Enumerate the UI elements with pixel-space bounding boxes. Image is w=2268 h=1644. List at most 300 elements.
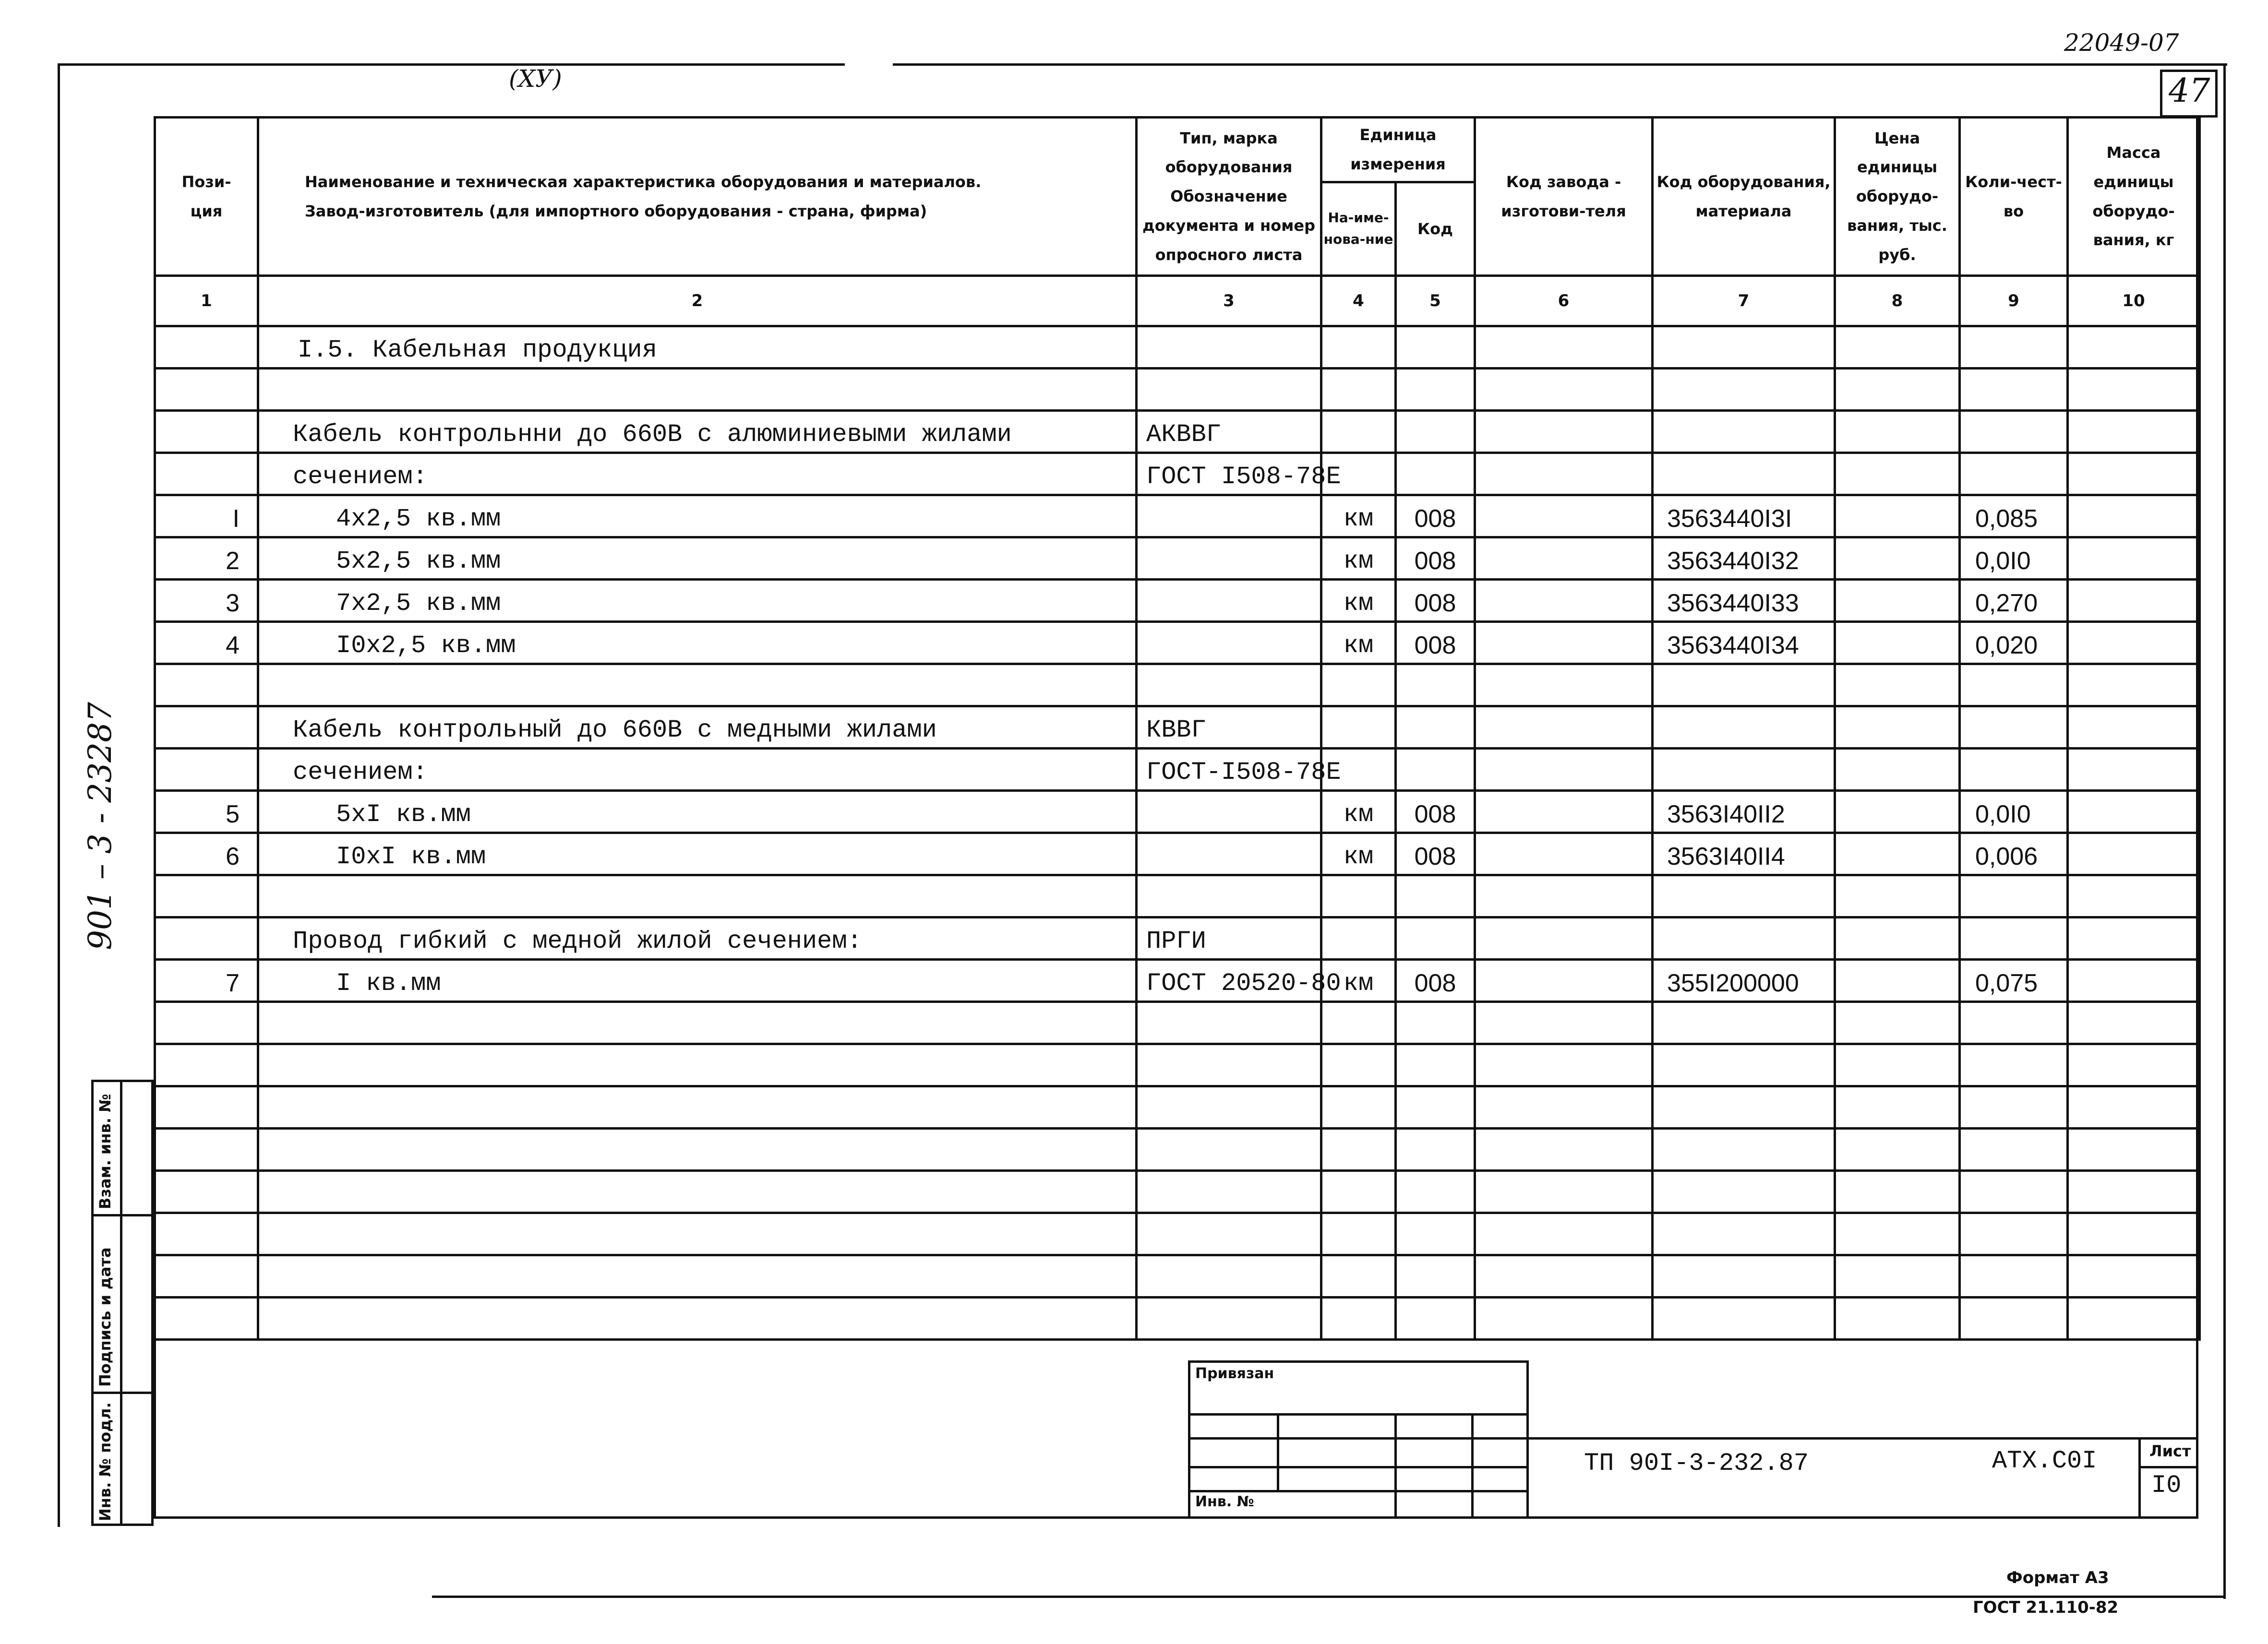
sheet-number-top: 47	[2169, 72, 2210, 110]
price-cell	[1835, 453, 1960, 495]
unit-code-cell	[1396, 917, 1475, 960]
name-cell	[258, 1255, 1137, 1298]
maker-code-cell	[1475, 1044, 1653, 1086]
quantity-cell: 0,075	[1960, 960, 2068, 1002]
price-cell	[1835, 917, 1960, 960]
maker-code-cell	[1475, 960, 1653, 1002]
name-cell	[258, 1044, 1137, 1086]
quantity-cell: 0,006	[1960, 833, 2068, 875]
material-code-cell	[1653, 1129, 1835, 1171]
name-cell: сечением:	[258, 749, 1137, 791]
table-row	[155, 960, 2200, 1002]
table-row	[155, 875, 2200, 917]
unit-name-cell	[1321, 706, 1396, 749]
material-code-cell	[1653, 1255, 1835, 1298]
format-label: Формат А3	[2006, 1568, 2109, 1587]
name-cell	[258, 1002, 1137, 1044]
col-header-unit-group: Единица измерения	[1321, 118, 1475, 182]
attached-col-line	[1394, 1413, 1397, 1519]
name-cell: 5х2,5 кв.мм	[258, 537, 1137, 580]
price-cell	[1835, 1129, 1960, 1171]
material-code-cell	[1653, 706, 1835, 749]
maker-code-cell	[1475, 1255, 1653, 1298]
position-cell	[155, 664, 258, 706]
unit-code-cell	[1396, 1171, 1475, 1213]
material-code-cell	[1653, 1044, 1835, 1086]
doc-code: ТП 90I-3-232.87	[1584, 1449, 1809, 1477]
unit-code-cell: 008	[1396, 960, 1475, 1002]
type-cell	[1137, 326, 1321, 369]
material-code-cell	[1653, 453, 1835, 495]
type-cell	[1137, 833, 1321, 875]
left-strip-divider	[120, 1080, 122, 1526]
inv-podl-label: Инв. № подл.	[96, 1402, 114, 1521]
mass-cell	[2068, 622, 2200, 664]
price-cell	[1835, 1171, 1960, 1213]
name-cell: Кабель контрольный до 660В с медными жилами	[258, 706, 1137, 749]
type-cell	[1137, 622, 1321, 664]
frame-left-line	[58, 63, 60, 1527]
gost-bottom: ГОСТ 21.110-82	[1973, 1598, 2119, 1617]
material-code-cell: 3563440I33	[1653, 580, 1835, 622]
unit-code-cell	[1396, 706, 1475, 749]
quantity-cell	[1960, 1086, 2068, 1129]
maker-code-cell	[1475, 1171, 1653, 1213]
type-cell	[1137, 1171, 1321, 1213]
inv-no-label: Инв. №	[1195, 1493, 1254, 1510]
position-cell	[155, 411, 258, 453]
type-cell	[1137, 580, 1321, 622]
vzam-inv-label: Взам. инв. №	[96, 1094, 114, 1209]
table-row	[155, 411, 2200, 453]
unit-name-cell	[1321, 1171, 1396, 1213]
position-cell	[155, 706, 258, 749]
bottom-frame-left	[154, 1339, 156, 1519]
unit-code-cell: 008	[1396, 791, 1475, 833]
table-row	[155, 664, 2200, 706]
quantity-cell	[1960, 1255, 2068, 1298]
attached-row-line	[1188, 1413, 1529, 1416]
corner-number: 22049-07	[2064, 29, 2179, 57]
position-cell: 5	[155, 791, 258, 833]
mass-cell	[2068, 749, 2200, 791]
mass-cell	[2068, 1086, 2200, 1129]
maker-code-cell	[1475, 875, 1653, 917]
col-number: 1	[155, 276, 258, 326]
position-cell	[155, 326, 258, 369]
unit-code-cell	[1396, 326, 1475, 369]
col-number: 8	[1835, 276, 1960, 326]
material-code-cell	[1653, 1213, 1835, 1255]
unit-name-cell	[1321, 369, 1396, 411]
position-cell: 3	[155, 580, 258, 622]
type-cell	[1137, 495, 1321, 537]
unit-code-cell: 008	[1396, 580, 1475, 622]
name-cell	[258, 1298, 1137, 1340]
specification-body	[155, 326, 2200, 1340]
type-cell	[1137, 1255, 1321, 1298]
price-cell	[1835, 833, 1960, 875]
col-header-type: Тип, марка оборудования Обозначение документа и номер опросного листа	[1137, 118, 1321, 276]
quantity-cell	[1960, 1044, 2068, 1086]
quantity-cell	[1960, 1129, 2068, 1171]
price-cell	[1835, 537, 1960, 580]
position-cell	[155, 453, 258, 495]
frame-top-line-right	[893, 63, 2227, 66]
unit-code-cell	[1396, 1129, 1475, 1171]
table-row	[155, 706, 2200, 749]
unit-name-cell: км	[1321, 791, 1396, 833]
type-cell	[1137, 1129, 1321, 1171]
name-cell	[258, 1086, 1137, 1129]
sheet-box-divider	[2138, 1466, 2198, 1468]
mass-cell	[2068, 917, 2200, 960]
mass-cell	[2068, 791, 2200, 833]
name-cell	[258, 369, 1137, 411]
price-cell	[1835, 960, 1960, 1002]
mass-cell	[2068, 1255, 2200, 1298]
doc-stamp-top	[1529, 1437, 2198, 1440]
table-row	[155, 369, 2200, 411]
price-cell	[1835, 664, 1960, 706]
sheet-value: I0	[2151, 1471, 2182, 1500]
table-row	[155, 622, 2200, 664]
type-cell: АКВВГ	[1137, 411, 1321, 453]
col-header-name-line2: Завод-изготовитель (для импортного оборудования - страна, фирма)	[305, 202, 927, 220]
position-cell: I	[155, 495, 258, 537]
name-cell: Провод гибкий с медной жилой сечением:	[258, 917, 1137, 960]
position-cell	[155, 369, 258, 411]
unit-name-cell: км	[1321, 833, 1396, 875]
material-code-cell	[1653, 326, 1835, 369]
maker-code-cell	[1475, 664, 1653, 706]
price-cell	[1835, 580, 1960, 622]
unit-name-cell	[1321, 411, 1396, 453]
type-cell	[1137, 1298, 1321, 1340]
name-cell: 5хI кв.мм	[258, 791, 1137, 833]
col-header-maker-code: Код завода - изготови-теля	[1475, 118, 1653, 276]
col-header-unit-name: На-име-нова-ние	[1321, 182, 1396, 276]
mass-cell	[2068, 833, 2200, 875]
table-row	[155, 833, 2200, 875]
price-cell	[1835, 791, 1960, 833]
name-cell: сечением:	[258, 453, 1137, 495]
price-cell	[1835, 1086, 1960, 1129]
position-cell	[155, 1044, 258, 1086]
maker-code-cell	[1475, 453, 1653, 495]
unit-name-cell	[1321, 326, 1396, 369]
table-row	[155, 1213, 2200, 1255]
unit-name-cell	[1321, 1002, 1396, 1044]
unit-code-cell: 008	[1396, 622, 1475, 664]
mass-cell	[2068, 453, 2200, 495]
col-number: 4	[1321, 276, 1396, 326]
table-row	[155, 791, 2200, 833]
table-row	[155, 917, 2200, 960]
mass-cell	[2068, 875, 2200, 917]
col-number: 7	[1653, 276, 1835, 326]
table-row	[155, 1044, 2200, 1086]
unit-name-cell	[1321, 1213, 1396, 1255]
quantity-cell	[1960, 1213, 2068, 1255]
table-row	[155, 326, 2200, 369]
price-cell	[1835, 495, 1960, 537]
material-code-cell	[1653, 1002, 1835, 1044]
unit-name-cell	[1321, 1086, 1396, 1129]
table-row	[155, 495, 2200, 537]
sheet-label: Лист	[2149, 1442, 2191, 1460]
material-code-cell	[1653, 664, 1835, 706]
type-cell: ПРГИ	[1137, 917, 1321, 960]
sign-date-label: Подпись и дата	[96, 1247, 114, 1387]
table-row	[155, 1255, 2200, 1298]
unit-name-cell	[1321, 664, 1396, 706]
quantity-cell: 0,020	[1960, 622, 2068, 664]
col-header-price: Цена единицы оборудо-вания, тыс. руб.	[1835, 118, 1960, 276]
type-cell	[1137, 1002, 1321, 1044]
mass-cell	[2068, 1298, 2200, 1340]
frame-top-line-left	[58, 63, 845, 66]
col-header-unit-code: Код	[1396, 182, 1475, 276]
type-cell	[1137, 537, 1321, 580]
unit-name-cell: км	[1321, 960, 1396, 1002]
quantity-cell	[1960, 664, 2068, 706]
position-cell	[155, 1129, 258, 1171]
attached-label: Привязан	[1195, 1365, 1274, 1382]
quantity-cell	[1960, 875, 2068, 917]
type-cell	[1137, 875, 1321, 917]
material-code-cell: 3563440I32	[1653, 537, 1835, 580]
material-code-cell: 3563I40II2	[1653, 791, 1835, 833]
quantity-cell	[1960, 326, 2068, 369]
price-cell	[1835, 1298, 1960, 1340]
type-cell	[1137, 1044, 1321, 1086]
mass-cell	[2068, 1171, 2200, 1213]
price-cell	[1835, 411, 1960, 453]
unit-name-cell: км	[1321, 537, 1396, 580]
quantity-cell	[1960, 706, 2068, 749]
unit-code-cell	[1396, 749, 1475, 791]
mass-cell	[2068, 537, 2200, 580]
maker-code-cell	[1475, 495, 1653, 537]
maker-code-cell	[1475, 791, 1653, 833]
mass-cell	[2068, 326, 2200, 369]
doc-mark: АТХ.С0I	[1992, 1447, 2097, 1475]
code-mark: (ХУ)	[509, 65, 562, 93]
col-header-material-code: Код оборудования, материала	[1653, 118, 1835, 276]
mass-cell	[2068, 1129, 2200, 1171]
unit-code-cell	[1396, 1255, 1475, 1298]
material-code-cell	[1653, 1171, 1835, 1213]
name-cell: I кв.мм	[258, 960, 1137, 1002]
mass-cell	[2068, 706, 2200, 749]
maker-code-cell	[1475, 580, 1653, 622]
name-cell	[258, 1171, 1137, 1213]
position-cell: 6	[155, 833, 258, 875]
mass-cell	[2068, 495, 2200, 537]
material-code-cell	[1653, 1086, 1835, 1129]
unit-name-cell	[1321, 917, 1396, 960]
col-number: 10	[2068, 276, 2200, 326]
unit-name-cell: км	[1321, 580, 1396, 622]
position-cell: 7	[155, 960, 258, 1002]
left-strip-divider	[91, 1392, 154, 1394]
attached-row-line	[1188, 1466, 1529, 1468]
name-cell: I0х2,5 кв.мм	[258, 622, 1137, 664]
unit-name-cell	[1321, 1298, 1396, 1340]
name-cell	[258, 664, 1137, 706]
quantity-cell	[1960, 1171, 2068, 1213]
col-number: 5	[1396, 276, 1475, 326]
unit-name-cell	[1321, 875, 1396, 917]
unit-code-cell	[1396, 1298, 1475, 1340]
maker-code-cell	[1475, 1298, 1653, 1340]
type-cell	[1137, 369, 1321, 411]
maker-code-cell	[1475, 917, 1653, 960]
table-row	[155, 453, 2200, 495]
quantity-cell	[1960, 1002, 2068, 1044]
quantity-cell: 0,0I0	[1960, 537, 2068, 580]
attached-row-line	[1188, 1437, 1529, 1440]
name-cell	[258, 1213, 1137, 1255]
maker-code-cell	[1475, 833, 1653, 875]
table-row	[155, 1002, 2200, 1044]
col-header-mass: Масса единицы оборудо-вания, кг	[2068, 118, 2200, 276]
quantity-cell	[1960, 411, 2068, 453]
unit-name-cell	[1321, 1255, 1396, 1298]
position-cell	[155, 1086, 258, 1129]
frame-right-line	[2223, 63, 2226, 1599]
price-cell	[1835, 749, 1960, 791]
left-strip-divider	[91, 1214, 154, 1216]
unit-code-cell	[1396, 369, 1475, 411]
position-cell	[155, 749, 258, 791]
quantity-cell: 0,085	[1960, 495, 2068, 537]
col-number: 6	[1475, 276, 1653, 326]
mass-cell	[2068, 960, 2200, 1002]
mass-cell	[2068, 411, 2200, 453]
position-cell	[155, 917, 258, 960]
position-cell	[155, 1213, 258, 1255]
table-row	[155, 1298, 2200, 1340]
position-cell	[155, 875, 258, 917]
table-row	[155, 749, 2200, 791]
unit-code-cell	[1396, 1044, 1475, 1086]
maker-code-cell	[1475, 326, 1653, 369]
quantity-cell	[1960, 917, 2068, 960]
mass-cell	[2068, 1213, 2200, 1255]
material-code-cell	[1653, 875, 1835, 917]
table-row	[155, 1086, 2200, 1129]
type-cell: КВВГ	[1137, 706, 1321, 749]
quantity-cell	[1960, 1298, 2068, 1340]
col-header-name	[258, 118, 1137, 276]
unit-code-cell	[1396, 664, 1475, 706]
quantity-cell: 0,0I0	[1960, 791, 2068, 833]
position-cell	[155, 1255, 258, 1298]
type-cell: ГОСТ 20520-80	[1137, 960, 1321, 1002]
maker-code-cell	[1475, 622, 1653, 664]
quantity-cell	[1960, 369, 2068, 411]
bottom-frame-line	[154, 1516, 2198, 1519]
col-header-position: Пози- ция	[155, 118, 258, 276]
name-cell: 7х2,5 кв.мм	[258, 580, 1137, 622]
unit-code-cell	[1396, 1002, 1475, 1044]
price-cell	[1835, 706, 1960, 749]
maker-code-cell	[1475, 1002, 1653, 1044]
type-cell	[1137, 791, 1321, 833]
col-number: 2	[258, 276, 1137, 326]
name-cell	[258, 875, 1137, 917]
price-cell	[1835, 1002, 1960, 1044]
bottom-frame-right	[2196, 116, 2198, 1519]
name-cell: I0хI кв.мм	[258, 833, 1137, 875]
unit-name-cell	[1321, 1129, 1396, 1171]
name-cell	[258, 1129, 1137, 1171]
material-code-cell: 3563440I3I	[1653, 495, 1835, 537]
col-number: 3	[1137, 276, 1321, 326]
material-code-cell	[1653, 917, 1835, 960]
maker-code-cell	[1475, 411, 1653, 453]
attached-row-line	[1188, 1490, 1529, 1492]
material-code-cell	[1653, 749, 1835, 791]
type-cell	[1137, 664, 1321, 706]
unit-code-cell	[1396, 453, 1475, 495]
material-code-cell: 3563440I34	[1653, 622, 1835, 664]
mass-cell	[2068, 1002, 2200, 1044]
position-cell	[155, 1298, 258, 1340]
table-row	[155, 537, 2200, 580]
maker-code-cell	[1475, 1213, 1653, 1255]
price-cell	[1835, 1213, 1960, 1255]
mass-cell	[2068, 1044, 2200, 1086]
mass-cell	[2068, 580, 2200, 622]
specification-table	[154, 116, 2201, 1341]
mass-cell	[2068, 369, 2200, 411]
unit-code-cell	[1396, 875, 1475, 917]
unit-code-cell	[1396, 1086, 1475, 1129]
table-row	[155, 1171, 2200, 1213]
maker-code-cell	[1475, 749, 1653, 791]
type-cell	[1137, 1086, 1321, 1129]
material-code-cell	[1653, 369, 1835, 411]
price-cell	[1835, 369, 1960, 411]
name-cell: 4х2,5 кв.мм	[258, 495, 1137, 537]
maker-code-cell	[1475, 706, 1653, 749]
table-row	[155, 1129, 2200, 1171]
col-header-name-line1: Наименование и техническая характеристика оборудования и материалов.	[305, 172, 982, 191]
position-cell: 2	[155, 537, 258, 580]
unit-name-cell	[1321, 1044, 1396, 1086]
unit-code-cell	[1396, 1213, 1475, 1255]
material-code-cell	[1653, 411, 1835, 453]
material-code-cell: 3563I40II4	[1653, 833, 1835, 875]
type-cell	[1137, 1213, 1321, 1255]
unit-name-cell: км	[1321, 495, 1396, 537]
price-cell	[1835, 875, 1960, 917]
col-number: 9	[1960, 276, 2068, 326]
attached-col-line	[1277, 1413, 1279, 1492]
maker-code-cell	[1475, 369, 1653, 411]
price-cell	[1835, 622, 1960, 664]
quantity-cell	[1960, 453, 2068, 495]
unit-code-cell: 008	[1396, 833, 1475, 875]
price-cell	[1835, 1044, 1960, 1086]
position-cell	[155, 1002, 258, 1044]
price-cell	[1835, 326, 1960, 369]
table-row	[155, 580, 2200, 622]
maker-code-cell	[1475, 1086, 1653, 1129]
